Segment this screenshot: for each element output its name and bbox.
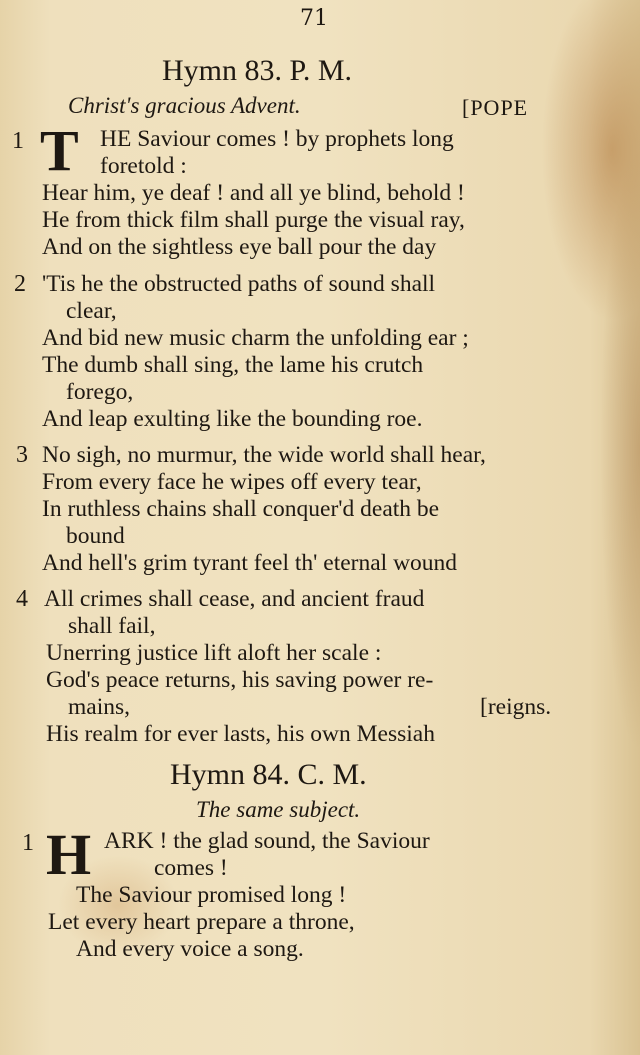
verse-number: 1: [22, 830, 34, 856]
verse-number: 4: [16, 586, 28, 612]
verse-line: And bid new music charm the unfolding ear ;: [42, 325, 469, 351]
hymn-84-title: Hymn 84. C. M.: [170, 758, 367, 791]
verse-line: The dumb shall sing, the lame his crutch: [42, 352, 424, 378]
verse-line: shall fail,: [68, 613, 156, 639]
drop-cap: T: [40, 118, 79, 183]
page-number: 71: [300, 6, 328, 31]
verse-line: foretold :: [100, 153, 187, 179]
verse-line: forego,: [66, 379, 134, 405]
verse-number: 1: [12, 128, 24, 154]
verse-line: 'Tis he the obstructed paths of sound shall: [42, 271, 436, 297]
verse-line: The Saviour promised long !: [76, 882, 347, 908]
verse-line: And on the sightless eye ball pour the day: [42, 234, 437, 260]
verse-line: From every face he wipes off every tear,: [42, 469, 422, 495]
verse-number: 3: [16, 442, 28, 468]
verse-line: All crimes shall cease, and ancient fraud: [44, 586, 425, 612]
verse-line: In ruthless chains shall conquer'd death be: [42, 496, 440, 522]
verse-line: And every voice a song.: [76, 936, 304, 962]
verse-line: mains,: [68, 694, 131, 720]
hymn-83-author: [POPE: [462, 95, 529, 120]
verse-line: His realm for ever lasts, his own Messiah: [46, 721, 435, 747]
hymn-83-title: Hymn 83. P. M.: [162, 54, 353, 87]
verse-line-carryover: [reigns.: [480, 694, 552, 720]
verse-line: God's peace returns, his saving power re-: [46, 667, 434, 693]
drop-cap: H: [46, 822, 92, 887]
verse-line: HE Saviour comes ! by prophets long: [100, 126, 454, 152]
verse-line: clear,: [66, 298, 117, 324]
verse-line: comes !: [154, 855, 228, 881]
verse-line: Let every heart prepare a throne,: [48, 909, 355, 935]
verse-line: ARK ! the glad sound, the Saviour: [104, 828, 430, 854]
verse-line: And hell's grim tyrant feel th' eternal wound: [42, 550, 458, 576]
verse-line: No sigh, no murmur, the wide world shall hear,: [42, 442, 486, 468]
hymn-83-subtitle: Christ's gracious Advent.: [68, 93, 301, 118]
hymn-84-subtitle: The same subject.: [196, 797, 361, 822]
verse-line: bound: [66, 523, 125, 549]
verse-line: Hear him, ye deaf ! and all ye blind, behold !: [42, 180, 465, 206]
verse-line: He from thick film shall purge the visual ray,: [42, 207, 465, 233]
verse-number: 2: [14, 271, 26, 297]
verse-line: And leap exulting like the bounding roe.: [42, 406, 423, 432]
verse-line: Unerring justice lift aloft her scale :: [46, 640, 382, 666]
